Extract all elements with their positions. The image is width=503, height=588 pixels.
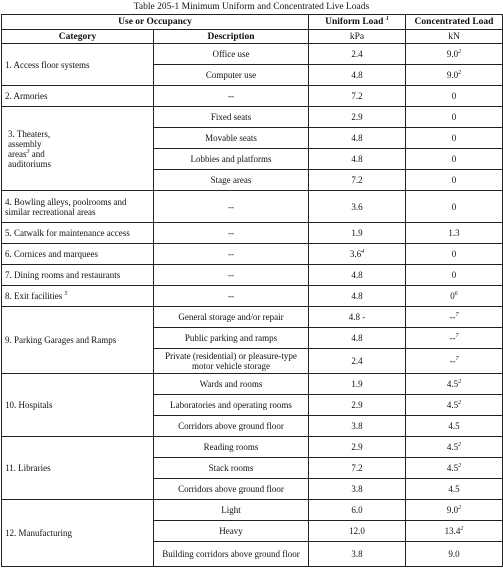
description-cell (154, 107, 309, 128)
header-description: Description (154, 30, 309, 44)
header-concentrated-unit: kN (406, 30, 503, 44)
uniform-value: 2.9 (351, 112, 363, 122)
concentrated-load-cell (406, 223, 503, 244)
concentrated-value: 0 (451, 133, 457, 143)
description-text: Private (residential) or pleasure-type motor vehicle storage (165, 351, 297, 371)
category-cell (2, 265, 154, 286)
category-label: 10. Hospitals (5, 400, 53, 410)
footnote-ref: 5 (64, 291, 68, 297)
description-text: Public parking and ramps (184, 333, 278, 343)
description-cell (154, 395, 309, 416)
uniform-load-cell (309, 437, 406, 458)
uniform-value: 4.8 (351, 70, 363, 80)
table-row (2, 191, 503, 223)
concentrated-load-cell (406, 458, 503, 479)
concentrated-value: 4.5 (446, 463, 459, 473)
footnote-ref: 2 (458, 400, 462, 406)
concentrated-load-cell (406, 521, 503, 542)
uniform-value: 3.8 (351, 549, 363, 559)
description-cell (154, 521, 309, 542)
header-category: Category (2, 30, 154, 44)
uniform-load-cell (309, 416, 406, 437)
category-cell (2, 437, 154, 500)
uniform-value: 2.4 (351, 356, 363, 366)
description-text: Building corridors above ground floor (162, 549, 300, 559)
description-text: -- (228, 228, 234, 238)
concentrated-value: 4.5 (448, 484, 460, 494)
concentrated-load-cell (406, 374, 503, 395)
concentrated-load-cell (406, 542, 503, 567)
category-cell (2, 500, 154, 567)
footnote-ref: 2 (458, 49, 462, 55)
table-row (2, 244, 503, 265)
concentrated-value: 0 (451, 154, 457, 164)
concentrated-value: 13.4 (444, 526, 461, 536)
uniform-value: 3.8 (351, 421, 363, 431)
concentrated-load-cell (406, 307, 503, 328)
concentrated-load-cell (406, 286, 503, 307)
description-text: -- (228, 91, 234, 101)
concentrated-value: 0 (451, 201, 457, 212)
description-text: Office use (212, 49, 250, 59)
category-cell (2, 307, 154, 374)
footnote-ref: 6 (454, 291, 458, 297)
table-row (2, 437, 503, 458)
uniform-load-cell (309, 286, 406, 307)
concentrated-value: 9.0 (446, 49, 459, 59)
concentrated-value: 0 (451, 249, 457, 259)
uniform-load-cell (309, 395, 406, 416)
concentrated-value: 1.3 (448, 228, 460, 238)
concentrated-load-cell (406, 149, 503, 170)
description-cell (154, 244, 309, 265)
description-text: Computer use (205, 70, 257, 80)
category-label: 7. Dining rooms and restaurants (5, 270, 121, 280)
description-cell (154, 149, 309, 170)
description-cell (154, 500, 309, 521)
live-loads-table (1, 14, 503, 567)
footnote-ref: 7 (455, 333, 459, 339)
description-text: Laboratories and operating rooms (170, 400, 292, 410)
description-cell (154, 286, 309, 307)
description-text: -- (228, 291, 234, 301)
uniform-load-cell (309, 191, 406, 223)
category-cell (2, 86, 154, 107)
table-row (2, 500, 503, 521)
uniform-value: 3.6 (351, 201, 363, 212)
concentrated-load-cell (406, 395, 503, 416)
uniform-value: 12.0 (349, 526, 365, 536)
description-text: Light (221, 505, 241, 515)
uniform-value: 1.9 (351, 228, 363, 238)
table-row (2, 223, 503, 244)
header-concentrated-load: Concentrated Load (406, 15, 503, 30)
uniform-load-cell (309, 65, 406, 86)
uniform-value: 4.8 (351, 333, 363, 343)
concentrated-load-cell (406, 328, 503, 349)
footnote-ref: 2 (458, 379, 462, 385)
category-label: 5. Catwalk for maintenance access (5, 228, 130, 238)
uniform-value: 4.8 (351, 154, 363, 164)
uniform-value: 4.8 (351, 270, 363, 280)
concentrated-value: -- (449, 312, 456, 322)
footnote-ref: 3 (26, 148, 30, 155)
description-cell (154, 170, 309, 191)
uniform-value: 4.8 (351, 291, 363, 301)
uniform-load-cell (309, 458, 406, 479)
category-label: 1. Access floor systems (5, 59, 90, 70)
table-caption: Table 205-1 Minimum Uniform and Concentrated Live Loads (133, 2, 370, 12)
header-uniform-load: Uniform Load $^1$ (309, 15, 406, 30)
description-text: Corridors above ground floor (178, 421, 284, 431)
concentrated-value: 0 (451, 91, 457, 101)
category-cell: 3. Theaters, assembly areas$^3$ and auditoriums (2, 107, 154, 191)
concentrated-value: 0 (451, 270, 457, 280)
uniform-load-cell (309, 349, 406, 374)
description-text: Heavy (219, 526, 243, 536)
uniform-value: 4.8 (351, 133, 363, 143)
uniform-value: 3.6 (349, 249, 362, 259)
concentrated-value: -- (449, 333, 456, 343)
concentrated-value: 9.0 (446, 505, 459, 515)
description-cell (154, 542, 309, 567)
concentrated-load-cell (406, 170, 503, 191)
concentrated-value: 4.5 (448, 421, 460, 431)
uniform-value: 7.2 (351, 91, 363, 101)
category-cell (2, 244, 154, 265)
category-cell (2, 223, 154, 244)
description-cell (154, 65, 309, 86)
description-text: Movable seats (205, 133, 257, 143)
concentrated-load-cell (406, 437, 503, 458)
concentrated-load-cell (406, 44, 503, 65)
description-cell (154, 191, 309, 223)
concentrated-load-cell (406, 86, 503, 107)
table-row (2, 307, 503, 328)
table-row (2, 107, 503, 128)
uniform-load-cell (309, 86, 406, 107)
description-cell (154, 458, 309, 479)
category-label: 2. Armories (5, 91, 48, 101)
description-text: -- (228, 249, 234, 259)
category-label: 6. Cornices and marquees (5, 249, 98, 259)
uniform-load-cell (309, 44, 406, 65)
concentrated-load-cell (406, 349, 503, 374)
description-cell (154, 44, 309, 65)
concentrated-value: 0 (451, 112, 457, 122)
concentrated-value: 0 (450, 291, 455, 301)
table-row (2, 44, 503, 65)
description-cell (154, 437, 309, 458)
footnote-ref: 2 (458, 505, 462, 511)
description-text: -- (228, 201, 234, 212)
uniform-value: 2.9 (351, 400, 363, 410)
uniform-value: 4.8 - (348, 312, 366, 322)
concentrated-value: 4.5 (446, 379, 459, 389)
description-text: Wards and rooms (199, 379, 263, 389)
description-text: Stage areas (210, 175, 252, 185)
description-cell (154, 86, 309, 107)
description-text: Corridors above ground floor (178, 484, 284, 494)
concentrated-load-cell (406, 416, 503, 437)
footnote-ref: 2 (460, 526, 464, 532)
uniform-value: 2.9 (351, 442, 363, 452)
concentrated-load-cell (406, 244, 503, 265)
description-text: Fixed seats (210, 112, 252, 122)
category-label: 9. Parking Garages and Ramps (5, 335, 117, 345)
uniform-load-cell (309, 542, 406, 567)
uniform-load-cell (309, 170, 406, 191)
table-row (2, 86, 503, 107)
uniform-value: 6.0 (351, 505, 363, 515)
uniform-load-cell (309, 374, 406, 395)
category-cell (2, 191, 154, 223)
uniform-load-cell (309, 479, 406, 500)
description-cell (154, 416, 309, 437)
description-text: Reading rooms (203, 442, 259, 452)
concentrated-value: 0 (451, 175, 457, 185)
concentrated-load-cell (406, 107, 503, 128)
category-cell (2, 374, 154, 437)
header-use-or-occupancy: Use or Occupancy (2, 15, 309, 30)
uniform-load-cell (309, 500, 406, 521)
category-label: 4. Bowling alleys, poolrooms and similar recreational areas (5, 196, 127, 217)
uniform-value: 2.4 (351, 49, 363, 59)
description-cell (154, 479, 309, 500)
concentrated-value: 4.5 (446, 400, 459, 410)
description-cell (154, 128, 309, 149)
concentrated-load-cell (406, 265, 503, 286)
concentrated-load-cell (406, 65, 503, 86)
category-cell (2, 286, 154, 307)
uniform-load-cell (309, 149, 406, 170)
description-cell (154, 349, 309, 374)
concentrated-load-cell (406, 191, 503, 223)
footnote-ref: 2 (458, 70, 462, 76)
description-cell (154, 223, 309, 244)
concentrated-value: 4.5 (446, 442, 459, 452)
description-text: -- (228, 270, 234, 280)
uniform-value: 3.8 (351, 484, 363, 494)
uniform-load-cell (309, 521, 406, 542)
uniform-load-cell (309, 223, 406, 244)
description-cell (154, 307, 309, 328)
concentrated-load-cell (406, 128, 503, 149)
uniform-value: 7.2 (351, 463, 363, 473)
description-text: Lobbies and platforms (190, 154, 272, 164)
category-label: 12. Manufacturing (5, 528, 72, 538)
description-text: Stack rooms (208, 463, 254, 473)
uniform-load-cell (309, 244, 406, 265)
concentrated-load-cell (406, 500, 503, 521)
category-label: 8. Exit facilities (5, 291, 63, 301)
uniform-load-cell (309, 128, 406, 149)
table-row (2, 374, 503, 395)
uniform-value: 1.9 (351, 379, 363, 389)
table-row (2, 265, 503, 286)
concentrated-value: -- (449, 356, 456, 366)
footnote-ref: 7 (455, 356, 459, 362)
uniform-load-cell (309, 328, 406, 349)
table-row (2, 286, 503, 307)
uniform-load-cell (309, 265, 406, 286)
category-cell (2, 44, 154, 86)
concentrated-value: 9.0 (446, 70, 459, 80)
description-cell (154, 374, 309, 395)
table-body (2, 44, 503, 567)
description-cell (154, 265, 309, 286)
footnote-ref: 4 (361, 249, 365, 255)
footnote-ref: 2 (458, 442, 462, 448)
uniform-value: 7.2 (351, 175, 363, 185)
description-cell (154, 328, 309, 349)
footnote-ref: 7 (455, 312, 459, 318)
header-uniform-unit: kPa (309, 30, 406, 44)
uniform-load-cell (309, 107, 406, 128)
description-text: General storage and/or repair (178, 312, 284, 322)
concentrated-value: 9.0 (448, 549, 460, 559)
uniform-load-cell (309, 307, 406, 328)
concentrated-load-cell (406, 479, 503, 500)
category-label: 11. Libraries (5, 463, 51, 473)
footnote-ref: 2 (458, 463, 462, 469)
